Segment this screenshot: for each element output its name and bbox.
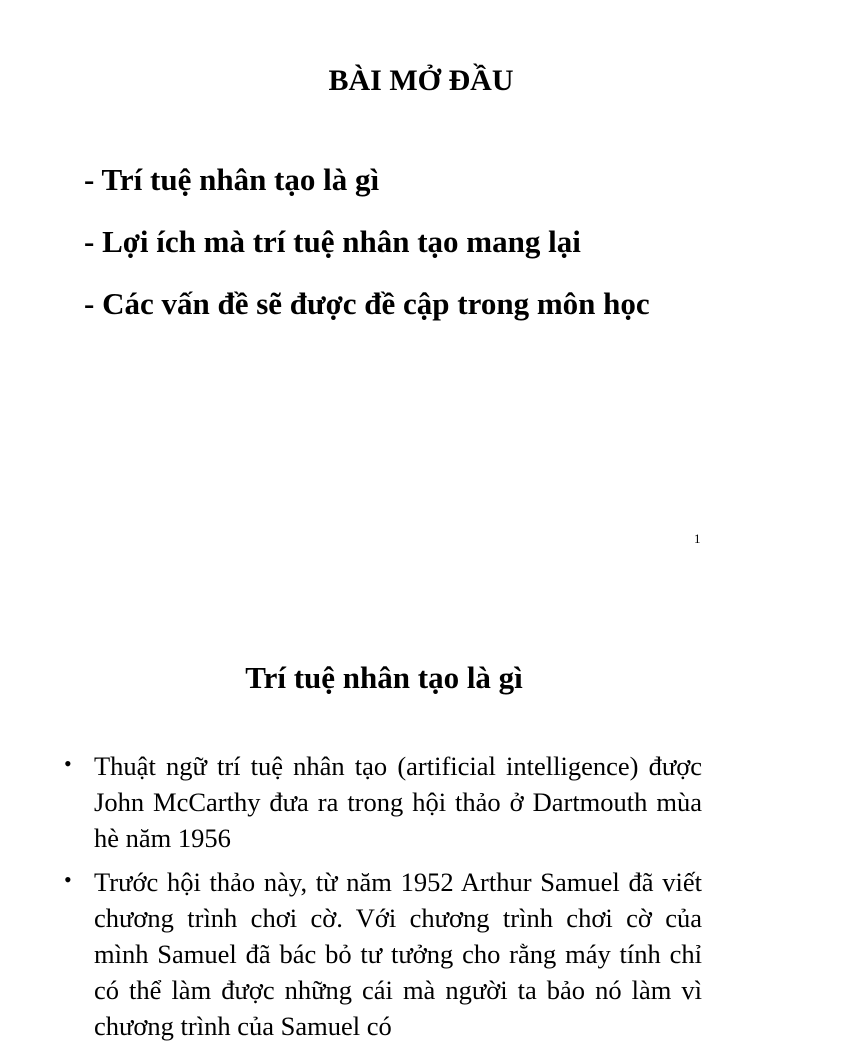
slide-2 [0, 580, 768, 1041]
agenda-list [84, 160, 650, 346]
bullet-item-samuel-checkers [62, 864, 702, 1044]
bullet-icon: • [64, 867, 72, 892]
bullet-text: Thuật ngữ trí tuệ nhân tạo (artificial intelligence) được John McCarthy đưa ra trong hội thảo ở Dartmouth mùa hè năm 1956 [94, 751, 702, 853]
slide-2-title: Trí tuệ nhân tạo là gì [245, 660, 523, 695]
bullet-icon: • [64, 751, 72, 776]
bullet-item-term-origin [62, 748, 702, 856]
agenda-item-what-is-ai: - Trí tuệ nhân tạo là gì [84, 162, 380, 197]
bullet-list [62, 748, 702, 1052]
agenda-item-benefits: - Lợi ích mà trí tuệ nhân tạo mang lại [84, 224, 581, 259]
agenda-item-course-topics: - Các vấn đề sẽ được đề cập trong môn học [84, 286, 650, 321]
slide-1-title: BÀI MỞ ĐẦU [328, 64, 514, 97]
page-number: 1 [694, 531, 701, 546]
bullet-text: Trước hội thảo này, từ năm 1952 Arthur Samuel đã viết chương trình chơi cờ. Với chương trình chơi cờ của mình Samuel đã bác bỏ tư tưởng cho rằng máy tính chỉ có thể làm được những cái mà người ta bảo nó làm vì chương trình của Samuel có [94, 867, 702, 1041]
